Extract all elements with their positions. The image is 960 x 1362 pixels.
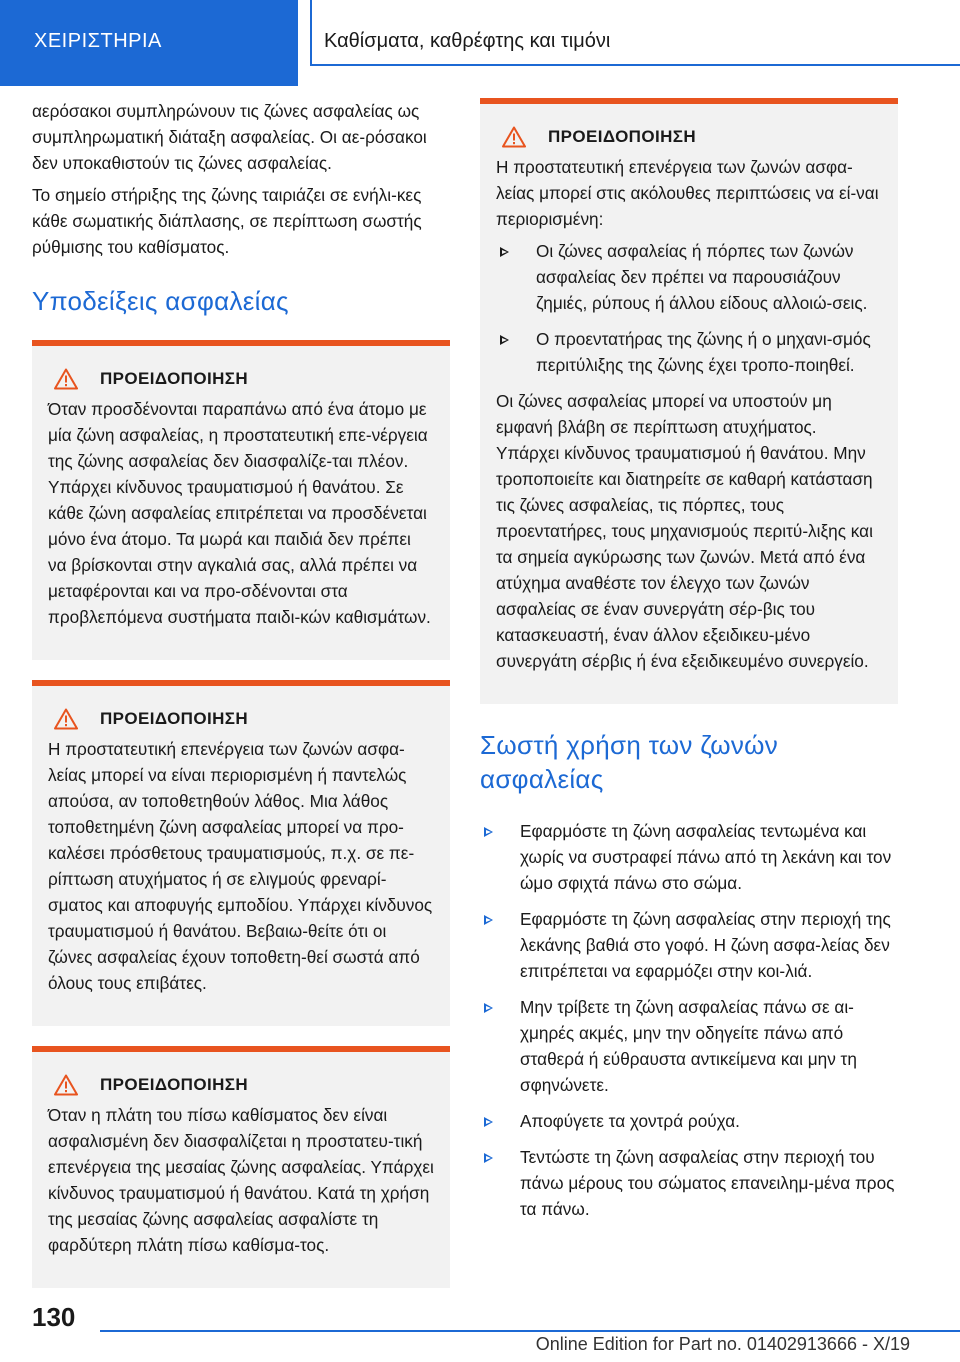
section-heading: Υποδείξεις ασφαλείας (32, 286, 289, 316)
page-header (0, 0, 960, 86)
triangle-bullet-icon (484, 827, 493, 837)
warning-box (32, 680, 450, 1026)
list-item-text: Εφαρμόστε τη ζώνη ασφαλείας τεντωμένα και χωρίς να συστραφεί πάνω από τη λεκάνη και τον ώμο σφιχτά πάνω στο σώμα. (520, 821, 892, 893)
right-column (480, 98, 898, 1232)
header-rule (310, 64, 960, 66)
triangle-bullet-icon (484, 1003, 493, 1013)
warning-header (48, 706, 434, 732)
warning-header (48, 366, 434, 392)
page-number: 130 (32, 1302, 76, 1332)
list-item-text: Ο προεντατήρας της ζώνης ή ο μηχανι-σμός περιτύλιξης της ζώνης έχει τροπο-ποιηθεί. (536, 329, 871, 375)
warning-title: ΠΡΟΕΙΔΟΠΟΙΗΣΗ (548, 127, 697, 146)
list-item-text: Οι ζώνες ασφαλείας ή πόρπες των ζωνών ασφαλείας δεν πρέπει να παρουσιάζουν ζημιές, ρύπους ή άλλου είδους αλλοιώ-σεις. (536, 241, 868, 313)
list-item (480, 994, 898, 1098)
warning-header (48, 1072, 434, 1098)
header-divider (310, 0, 312, 66)
warning-title: ΠΡΟΕΙΔΟΠΟΙΗΣΗ (100, 369, 249, 388)
list-item (496, 326, 882, 378)
triangle-bullet-icon (500, 247, 509, 257)
paragraph: αερόσακοι συμπληρώνουν τις ζώνες ασφαλείας ως συμπληρωματική διάταξη ασφαλείας. Οι αε-ρόσακοι δεν υποκαθιστούν τις ζώνες ασφαλείας. (32, 101, 427, 173)
warning-text: Όταν η πλάτη του πίσω καθίσματος δεν είναι ασφαλισμένη δεν διασφαλίζεται η προστατευ-τική επενέργεια της μεσαίας ζώνης ασφαλείας. Υπάρχει κίνδυνος τραυματισμού ή θανάτου. Κατά τη χρήση της μεσαίας ζώνης ασφαλείας ασφαλίστε τη φαρδύτερη πλάτη πίσω καθίσμα-τος. (48, 1105, 434, 1255)
warning-triangle-icon (54, 1074, 78, 1096)
page-footer (0, 1290, 960, 1362)
warning-box (32, 340, 450, 660)
list-item-text: Τεντώστε τη ζώνη ασφαλείας στην περιοχή του πάνω μέρους του σώματος επανειλημ-μένα προς τα πάνω. (520, 1147, 895, 1219)
list-item (496, 238, 882, 316)
warning-triangle-icon (54, 708, 78, 730)
list-item-text: Αποφύγετε τα χοντρά ρούχα. (520, 1111, 740, 1131)
warning-bullet-list (496, 238, 882, 378)
edition-label: Online Edition for Part no. 01402913666 - X/19 (535, 1334, 910, 1354)
warning-outro: Οι ζώνες ασφαλείας μπορεί να υποστούν μη εμφανή βλάβη σε περίπτωση ατυχήματος. Υπάρχει κίνδυνος τραυματισμού ή θανάτου. Μην τροποποιείτε και διατηρείτε σε καθαρή κατάσταση τις ζώνες ασφαλείας, τις πόρπες, τους προεντατήρες, τους μηχανισμούς περιτύ-λιξης και τα σημεία αγκύρωσης των ζωνών. Μετά από ένα ατύχημα αναθέστε τον έλεγχο των ζωνών ασφαλείας σε έναν συνεργάτη σέρ-βις του κατασκευαστή, έναν άλλον εξειδικευ-μένο συνεργάτη σέρβις ή ένα εξειδικευμένο συνεργείο. (496, 391, 873, 671)
footer-rule (100, 1330, 960, 1332)
list-item (480, 1108, 898, 1134)
warning-triangle-icon (54, 368, 78, 390)
triangle-bullet-icon (484, 915, 493, 925)
list-item (480, 1144, 898, 1222)
list-item-text: Μην τρίβετε τη ζώνη ασφαλείας πάνω σε αι-χμηρές ακμές, μην την οδηγείτε πάνω από σταθερά ή εύθραυστα αντικείμενα και μην τη σφηνώνετε. (520, 997, 857, 1095)
paragraph: Το σημείο στήριξης της ζώνης ταιριάζει σε ενήλι-κες κάθε σωματικής διάπλασης, σε περίπτωση σωστής ρύθμισης του καθίσματος. (32, 185, 422, 257)
chapter-title: Καθίσματα, καθρέφτης και τιμόνι (324, 30, 611, 52)
triangle-bullet-icon (500, 335, 509, 345)
warning-text: Η προστατευτική επενέργεια των ζωνών ασφα-λείας μπορεί να είναι περιορισμένη ή παντελώς απούσα, αν τοποθετηθούν λάθος. Μια λάθος τοποθετημένη ζώνη ασφαλείας μπορεί να προ-καλέσει πρόσθετους τραυματισμούς, π.χ. σε πε-ρίπτωση ατυχήματος ή σε ελιγμούς φρεναρί-σματος και αποφυγής εμποδίου. Υπάρχει κίνδυνος τραυματισμού ή θανάτου. Βεβαιω-θείτε ότι οι ζώνες ασφαλείας έχουν τοποθετη-θεί σωστά από όλους τους επιβάτες. (48, 739, 433, 993)
section-heading: Σωστή χρήση των ζωνών ασφαλείας (480, 730, 779, 794)
warning-intro: Η προστατευτική επενέργεια των ζωνών ασφα-λείας μπορεί στις ακόλουθες περιπτώσεις να εί-ναι περιορισμένη: (496, 157, 879, 229)
section-tab: ΧΕΙΡΙΣΤΗΡΙΑ (0, 0, 298, 86)
triangle-bullet-icon (484, 1117, 493, 1127)
list-item (480, 906, 898, 984)
left-column (32, 98, 450, 1308)
warning-header (496, 124, 882, 150)
warning-box (32, 1046, 450, 1288)
list-item-text: Εφαρμόστε τη ζώνη ασφαλείας στην περιοχή της λεκάνης βαθιά στο γοφό. Η ζώνη ασφα-λείας δεν επιτρέπεται να εφαρμόζει στην κοι-λιά. (520, 909, 891, 981)
warning-triangle-icon (502, 126, 526, 148)
warning-text: Όταν προσδένονται παραπάνω από ένα άτομο με μία ζώνη ασφαλείας, η προστατευτική επε-νέργεια της ζώνης ασφαλείας δεν διασφαλίζε-ται πλέον. Υπάρχει κίνδυνος τραυματισμού ή θανάτου. Σε κάθε ζώνη ασφαλείας επιτρέπεται να προσδένεται μόνο ένα άτομο. Τα μωρά και παιδιά δεν πρέπει να βρίσκονται στην αγκαλιά σας, αλλά πρέπει να μεταφέρονται και να προ-σδένονται στα προβλεπόμενα συστήματα παιδι-κών καθισμάτων. (48, 399, 431, 627)
warning-title: ΠΡΟΕΙΔΟΠΟΙΗΣΗ (100, 709, 249, 728)
warning-title: ΠΡΟΕΙΔΟΠΟΙΗΣΗ (100, 1075, 249, 1094)
triangle-bullet-icon (484, 1153, 493, 1163)
bullet-list (480, 818, 898, 1222)
list-item (480, 818, 898, 896)
warning-box (480, 98, 898, 704)
